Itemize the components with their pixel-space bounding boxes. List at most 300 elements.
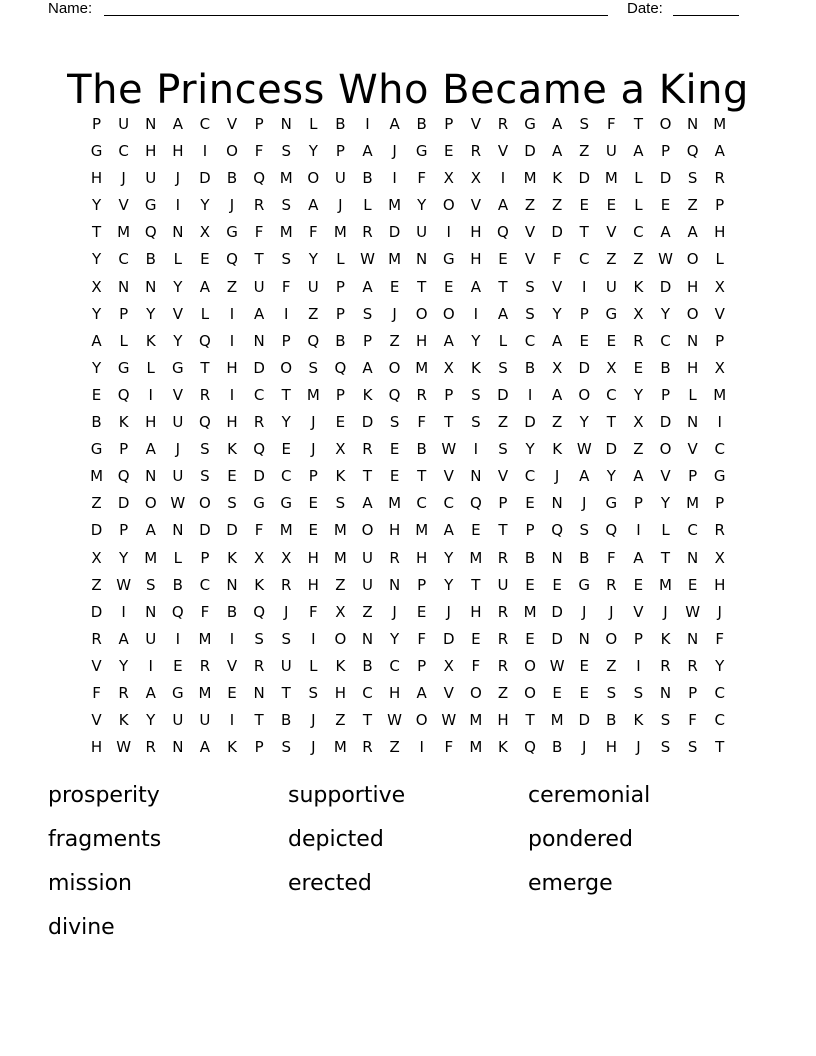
grid-letter[interactable]: L: [173, 548, 182, 567]
grid-letter[interactable]: A: [552, 331, 563, 350]
grid-letter[interactable]: S: [498, 440, 508, 459]
grid-letter[interactable]: G: [280, 494, 293, 513]
grid-letter[interactable]: P: [119, 521, 129, 540]
grid-letter[interactable]: Y: [119, 656, 129, 675]
grid-letter[interactable]: Z: [91, 575, 102, 594]
grid-letter[interactable]: M: [713, 385, 727, 404]
grid-letter[interactable]: W: [170, 494, 186, 513]
grid-letter[interactable]: J: [392, 602, 397, 621]
grid-letter[interactable]: P: [92, 115, 102, 133]
grid-letter[interactable]: M: [659, 575, 672, 594]
grid-letter[interactable]: A: [633, 548, 644, 567]
grid-letter[interactable]: B: [660, 358, 671, 377]
grid-letter[interactable]: I: [582, 277, 587, 296]
grid-letter[interactable]: R: [497, 602, 509, 621]
grid-letter[interactable]: I: [636, 521, 641, 540]
grid-letter[interactable]: X: [470, 169, 481, 188]
grid-letter[interactable]: P: [119, 440, 129, 459]
grid-letter[interactable]: S: [687, 169, 698, 188]
grid-letter[interactable]: E: [444, 142, 454, 161]
grid-letter[interactable]: R: [362, 440, 373, 459]
grid-letter[interactable]: Z: [389, 331, 400, 350]
grid-letter[interactable]: S: [471, 385, 481, 404]
grid-letter[interactable]: A: [552, 115, 563, 133]
grid-letter[interactable]: Z: [606, 250, 617, 269]
grid-letter[interactable]: A: [145, 440, 156, 459]
grid-letter[interactable]: H: [470, 250, 482, 269]
grid-letter[interactable]: X: [335, 440, 346, 459]
grid-letter[interactable]: C: [389, 656, 400, 675]
grid-letter[interactable]: V: [633, 602, 644, 621]
grid-letter[interactable]: M: [144, 548, 158, 567]
grid-letter[interactable]: D: [253, 358, 265, 377]
grid-letter[interactable]: Y: [606, 467, 616, 486]
grid-letter[interactable]: K: [145, 331, 156, 350]
grid-letter[interactable]: R: [253, 196, 265, 215]
grid-letter[interactable]: D: [659, 169, 672, 188]
grid-letter[interactable]: N: [253, 683, 265, 702]
grid-letter[interactable]: J: [121, 169, 126, 188]
grid-letter[interactable]: W: [116, 575, 132, 594]
grid-letter[interactable]: A: [579, 467, 590, 486]
grid-letter[interactable]: E: [308, 494, 319, 513]
grid-letter[interactable]: I: [229, 331, 235, 350]
grid-letter[interactable]: K: [633, 711, 644, 730]
grid-letter[interactable]: E: [389, 440, 400, 459]
grid-letter[interactable]: O: [144, 494, 157, 513]
grid-letter[interactable]: C: [416, 494, 427, 513]
grid-letter[interactable]: R: [91, 629, 102, 648]
grid-letter[interactable]: E: [525, 629, 535, 648]
grid-letter[interactable]: E: [471, 629, 481, 648]
grid-letter[interactable]: M: [198, 629, 212, 648]
grid-letter[interactable]: W: [576, 440, 592, 459]
grid-letter[interactable]: J: [311, 440, 316, 459]
grid-letter[interactable]: L: [498, 331, 508, 350]
grid-letter[interactable]: W: [116, 738, 132, 757]
grid-letter[interactable]: J: [582, 738, 587, 757]
grid-letter[interactable]: N: [686, 548, 699, 567]
grid-letter[interactable]: X: [281, 548, 292, 567]
grid-letter[interactable]: J: [392, 142, 397, 161]
grid-letter[interactable]: H: [605, 738, 617, 757]
grid-letter[interactable]: I: [229, 304, 235, 323]
grid-letter[interactable]: S: [281, 738, 291, 757]
grid-letter[interactable]: K: [227, 548, 237, 567]
grid-letter[interactable]: Y: [389, 629, 400, 648]
grid-letter[interactable]: M: [469, 711, 483, 730]
grid-letter[interactable]: D: [551, 223, 563, 242]
grid-letter[interactable]: Z: [606, 656, 617, 675]
grid-letter[interactable]: A: [660, 223, 671, 242]
grid-letter[interactable]: Y: [417, 196, 427, 215]
grid-letter[interactable]: Z: [579, 142, 590, 161]
grid-letter[interactable]: A: [199, 738, 211, 757]
grid-letter[interactable]: V: [91, 711, 102, 730]
grid-letter[interactable]: M: [388, 494, 402, 513]
grid-letter[interactable]: S: [362, 304, 373, 323]
grid-letter[interactable]: T: [417, 467, 427, 486]
grid-letter[interactable]: H: [388, 683, 401, 702]
grid-letter[interactable]: A: [145, 683, 156, 702]
grid-letter[interactable]: F: [607, 115, 616, 133]
grid-letter[interactable]: C: [687, 521, 698, 540]
grid-letter[interactable]: Q: [253, 602, 266, 621]
grid-letter[interactable]: U: [280, 656, 292, 675]
grid-letter[interactable]: K: [118, 711, 129, 730]
grid-letter[interactable]: B: [335, 115, 346, 133]
grid-letter[interactable]: H: [416, 548, 428, 567]
grid-letter[interactable]: K: [470, 358, 481, 377]
grid-letter[interactable]: Y: [91, 304, 102, 323]
grid-letter[interactable]: I: [121, 602, 126, 621]
grid-letter[interactable]: T: [444, 413, 454, 432]
grid-letter[interactable]: R: [118, 683, 129, 702]
grid-letter[interactable]: B: [335, 331, 346, 350]
grid-letter[interactable]: I: [717, 413, 722, 432]
grid-letter[interactable]: V: [226, 656, 238, 675]
grid-letter[interactable]: O: [415, 304, 428, 323]
grid-letter[interactable]: G: [415, 142, 428, 161]
grid-letter[interactable]: P: [308, 467, 318, 486]
grid-letter[interactable]: Y: [119, 548, 129, 567]
grid-letter[interactable]: S: [281, 196, 291, 215]
grid-letter[interactable]: Y: [146, 304, 156, 323]
grid-letter[interactable]: S: [200, 467, 210, 486]
grid-letter[interactable]: U: [199, 711, 211, 730]
grid-letter[interactable]: P: [335, 142, 345, 161]
grid-letter[interactable]: S: [145, 575, 156, 594]
grid-letter[interactable]: Q: [605, 521, 618, 540]
grid-letter[interactable]: M: [333, 521, 347, 540]
grid-letter[interactable]: V: [470, 196, 481, 215]
grid-letter[interactable]: R: [497, 629, 509, 648]
grid-letter[interactable]: O: [415, 711, 428, 730]
grid-letter[interactable]: A: [362, 277, 373, 296]
grid-letter[interactable]: A: [362, 494, 373, 513]
grid-letter[interactable]: O: [361, 521, 374, 540]
grid-letter[interactable]: H: [226, 413, 238, 432]
grid-letter[interactable]: E: [281, 440, 291, 459]
grid-letter[interactable]: J: [338, 196, 343, 215]
grid-letter[interactable]: I: [148, 656, 153, 675]
grid-letter[interactable]: Z: [633, 250, 644, 269]
grid-letter[interactable]: E: [579, 683, 589, 702]
grid-letter[interactable]: Y: [444, 575, 454, 594]
grid-letter[interactable]: E: [227, 467, 237, 486]
grid-letter[interactable]: B: [145, 250, 156, 269]
grid-letter[interactable]: R: [497, 115, 509, 133]
grid-letter[interactable]: E: [552, 575, 562, 594]
grid-letter[interactable]: Y: [525, 440, 535, 459]
grid-letter[interactable]: C: [714, 440, 725, 459]
grid-letter[interactable]: B: [416, 440, 427, 459]
grid-letter[interactable]: B: [606, 711, 617, 730]
grid-letter[interactable]: P: [200, 548, 210, 567]
grid-letter[interactable]: H: [470, 602, 482, 621]
grid-letter[interactable]: K: [633, 277, 644, 296]
grid-letter[interactable]: E: [579, 331, 589, 350]
grid-letter[interactable]: J: [283, 602, 289, 621]
grid-letter[interactable]: I: [527, 385, 533, 404]
grid-letter[interactable]: R: [253, 656, 265, 675]
grid-letter[interactable]: Z: [552, 413, 563, 432]
grid-letter[interactable]: O: [334, 629, 347, 648]
grid-letter[interactable]: S: [579, 115, 589, 133]
grid-letter[interactable]: K: [498, 738, 508, 757]
grid-letter[interactable]: N: [578, 629, 590, 648]
grid-letter[interactable]: C: [118, 250, 129, 269]
grid-letter[interactable]: G: [90, 142, 103, 161]
grid-letter[interactable]: U: [145, 169, 157, 188]
grid-letter[interactable]: E: [200, 250, 210, 269]
grid-letter[interactable]: E: [389, 277, 400, 296]
grid-letter[interactable]: P: [660, 142, 671, 161]
grid-letter[interactable]: Y: [91, 358, 102, 377]
grid-letter[interactable]: U: [361, 548, 373, 567]
grid-letter[interactable]: U: [172, 413, 184, 432]
grid-letter[interactable]: P: [362, 331, 372, 350]
grid-letter[interactable]: R: [280, 575, 292, 594]
grid-letter[interactable]: P: [660, 385, 671, 404]
grid-letter[interactable]: B: [551, 738, 563, 757]
grid-letter[interactable]: F: [417, 169, 426, 188]
grid-letter[interactable]: D: [578, 358, 591, 377]
grid-letter[interactable]: S: [660, 711, 671, 730]
grid-letter[interactable]: T: [254, 711, 264, 730]
grid-letter[interactable]: W: [360, 250, 375, 269]
grid-letter[interactable]: S: [579, 521, 589, 540]
grid-letter[interactable]: I: [473, 440, 479, 459]
grid-letter[interactable]: S: [308, 683, 319, 702]
grid-letter[interactable]: Q: [469, 494, 482, 513]
grid-letter[interactable]: J: [175, 169, 181, 188]
grid-letter[interactable]: S: [471, 413, 481, 432]
grid-letter[interactable]: L: [688, 385, 697, 404]
grid-letter[interactable]: B: [281, 711, 292, 730]
grid-letter[interactable]: B: [362, 656, 373, 675]
grid-letter[interactable]: Y: [308, 142, 318, 161]
grid-letter[interactable]: D: [659, 413, 672, 432]
grid-letter[interactable]: Z: [91, 494, 102, 513]
grid-letter[interactable]: D: [253, 467, 265, 486]
grid-letter[interactable]: C: [714, 711, 725, 730]
grid-letter[interactable]: N: [145, 602, 157, 621]
grid-letter[interactable]: K: [227, 738, 237, 757]
grid-letter[interactable]: B: [524, 548, 536, 567]
grid-letter[interactable]: A: [362, 358, 373, 377]
grid-letter[interactable]: X: [335, 602, 346, 621]
grid-letter[interactable]: I: [473, 304, 479, 323]
grid-letter[interactable]: Y: [173, 277, 183, 296]
grid-letter[interactable]: N: [470, 467, 482, 486]
grid-letter[interactable]: T: [633, 115, 643, 133]
grid-letter[interactable]: M: [388, 196, 402, 215]
grid-letter[interactable]: T: [471, 575, 481, 594]
grid-letter[interactable]: D: [90, 521, 103, 540]
grid-letter[interactable]: S: [281, 629, 291, 648]
grid-letter[interactable]: Q: [117, 467, 130, 486]
grid-letter[interactable]: L: [634, 169, 643, 188]
grid-letter[interactable]: P: [417, 656, 427, 675]
grid-letter[interactable]: E: [633, 358, 644, 377]
grid-letter[interactable]: Y: [200, 196, 210, 215]
grid-letter[interactable]: C: [606, 385, 617, 404]
grid-letter[interactable]: D: [117, 494, 130, 513]
grid-letter[interactable]: A: [253, 304, 265, 323]
grid-letter[interactable]: O: [280, 358, 293, 377]
grid-letter[interactable]: N: [118, 277, 130, 296]
grid-letter[interactable]: V: [443, 467, 454, 486]
grid-letter[interactable]: B: [416, 115, 427, 133]
grid-letter[interactable]: G: [713, 467, 726, 486]
grid-letter[interactable]: G: [90, 440, 103, 459]
grid-letter[interactable]: U: [605, 142, 617, 161]
grid-letter[interactable]: S: [606, 683, 617, 702]
grid-letter[interactable]: Q: [226, 250, 238, 269]
grid-letter[interactable]: P: [579, 304, 589, 323]
grid-letter[interactable]: T: [498, 277, 508, 296]
grid-letter[interactable]: N: [686, 629, 699, 648]
grid-letter[interactable]: O: [686, 304, 699, 323]
grid-letter[interactable]: O: [578, 385, 591, 404]
grid-letter[interactable]: F: [254, 521, 264, 540]
grid-letter[interactable]: R: [145, 738, 156, 757]
grid-letter[interactable]: I: [202, 142, 208, 161]
grid-letter[interactable]: O: [307, 169, 320, 188]
grid-letter[interactable]: H: [307, 548, 319, 567]
grid-letter[interactable]: R: [606, 575, 617, 594]
grid-letter[interactable]: B: [226, 602, 238, 621]
grid-letter[interactable]: A: [416, 683, 427, 702]
grid-letter[interactable]: J: [717, 602, 722, 621]
grid-letter[interactable]: M: [198, 683, 212, 702]
grid-letter[interactable]: F: [281, 277, 291, 296]
grid-letter[interactable]: I: [500, 169, 506, 188]
grid-letter[interactable]: Y: [633, 385, 643, 404]
grid-letter[interactable]: D: [578, 711, 591, 730]
grid-letter[interactable]: C: [578, 250, 590, 269]
grid-letter[interactable]: B: [579, 548, 590, 567]
grid-letter[interactable]: I: [229, 385, 235, 404]
grid-letter[interactable]: Q: [144, 223, 157, 242]
grid-letter[interactable]: L: [336, 250, 345, 269]
grid-letter[interactable]: E: [416, 602, 427, 621]
grid-letter[interactable]: M: [469, 548, 483, 567]
grid-letter[interactable]: T: [91, 223, 102, 242]
grid-letter[interactable]: B: [524, 358, 536, 377]
grid-letter[interactable]: H: [714, 575, 726, 594]
grid-letter[interactable]: D: [524, 413, 536, 432]
grid-letter[interactable]: C: [660, 331, 671, 350]
grid-letter[interactable]: G: [253, 494, 265, 513]
grid-letter[interactable]: J: [175, 440, 181, 459]
grid-letter[interactable]: V: [443, 683, 454, 702]
grid-letter[interactable]: J: [311, 738, 316, 757]
grid-letter[interactable]: Q: [253, 169, 266, 188]
grid-letter[interactable]: N: [280, 115, 292, 133]
grid-letter[interactable]: C: [443, 494, 454, 513]
grid-letter[interactable]: Y: [444, 548, 454, 567]
grid-letter[interactable]: D: [90, 602, 103, 621]
grid-letter[interactable]: Y: [715, 656, 725, 675]
grid-letter[interactable]: E: [660, 196, 671, 215]
grid-letter[interactable]: D: [497, 385, 509, 404]
grid-letter[interactable]: E: [606, 196, 617, 215]
grid-letter[interactable]: D: [524, 142, 536, 161]
grid-letter[interactable]: L: [200, 304, 210, 323]
grid-letter[interactable]: Y: [146, 711, 156, 730]
grid-letter[interactable]: P: [688, 467, 698, 486]
grid-letter[interactable]: C: [714, 683, 725, 702]
grid-letter[interactable]: K: [335, 656, 346, 675]
grid-letter[interactable]: P: [633, 494, 643, 513]
grid-letter[interactable]: A: [91, 331, 102, 350]
grid-letter[interactable]: A: [362, 142, 373, 161]
grid-letter[interactable]: Y: [91, 196, 102, 215]
grid-letter[interactable]: J: [446, 602, 451, 621]
grid-letter[interactable]: G: [172, 683, 184, 702]
grid-letter[interactable]: Q: [199, 413, 211, 432]
grid-letter[interactable]: O: [686, 250, 699, 269]
grid-letter[interactable]: H: [497, 711, 509, 730]
grid-letter[interactable]: R: [660, 656, 671, 675]
grid-letter[interactable]: M: [333, 738, 347, 757]
grid-letter[interactable]: E: [579, 656, 589, 675]
grid-letter[interactable]: K: [660, 629, 671, 648]
grid-letter[interactable]: G: [524, 115, 536, 133]
grid-letter[interactable]: K: [227, 440, 237, 459]
grid-letter[interactable]: C: [362, 683, 373, 702]
grid-letter[interactable]: J: [582, 602, 587, 621]
grid-letter[interactable]: S: [525, 304, 535, 323]
grid-letter[interactable]: I: [229, 711, 235, 730]
grid-letter[interactable]: P: [335, 304, 345, 323]
grid-letter[interactable]: D: [551, 629, 563, 648]
grid-letter[interactable]: A: [470, 277, 481, 296]
grid-letter[interactable]: E: [525, 575, 535, 594]
grid-letter[interactable]: M: [117, 223, 131, 242]
grid-letter[interactable]: Z: [389, 738, 400, 757]
grid-letter[interactable]: T: [715, 738, 725, 757]
grid-letter[interactable]: V: [497, 142, 509, 161]
grid-letter[interactable]: Z: [552, 196, 563, 215]
grid-letter[interactable]: Q: [686, 142, 699, 161]
grid-letter[interactable]: A: [687, 223, 698, 242]
grid-letter[interactable]: W: [441, 440, 457, 459]
grid-letter[interactable]: L: [363, 196, 372, 215]
grid-letter[interactable]: I: [229, 629, 235, 648]
grid-letter[interactable]: G: [605, 494, 618, 513]
grid-letter[interactable]: P: [444, 115, 454, 133]
grid-letter[interactable]: Y: [579, 413, 589, 432]
grid-letter[interactable]: Y: [660, 304, 671, 323]
grid-letter[interactable]: N: [388, 575, 401, 594]
grid-letter[interactable]: G: [578, 575, 591, 594]
grid-letter[interactable]: V: [552, 277, 563, 296]
grid-letter[interactable]: E: [552, 683, 562, 702]
grid-letter[interactable]: U: [334, 169, 346, 188]
grid-letter[interactable]: I: [365, 115, 370, 133]
grid-letter[interactable]: W: [658, 250, 673, 269]
grid-letter[interactable]: L: [634, 196, 643, 215]
grid-letter[interactable]: R: [497, 548, 509, 567]
grid-letter[interactable]: P: [715, 331, 725, 350]
grid-letter[interactable]: P: [633, 629, 643, 648]
grid-letter[interactable]: O: [442, 304, 455, 323]
grid-letter[interactable]: O: [442, 196, 455, 215]
grid-letter[interactable]: N: [172, 223, 184, 242]
